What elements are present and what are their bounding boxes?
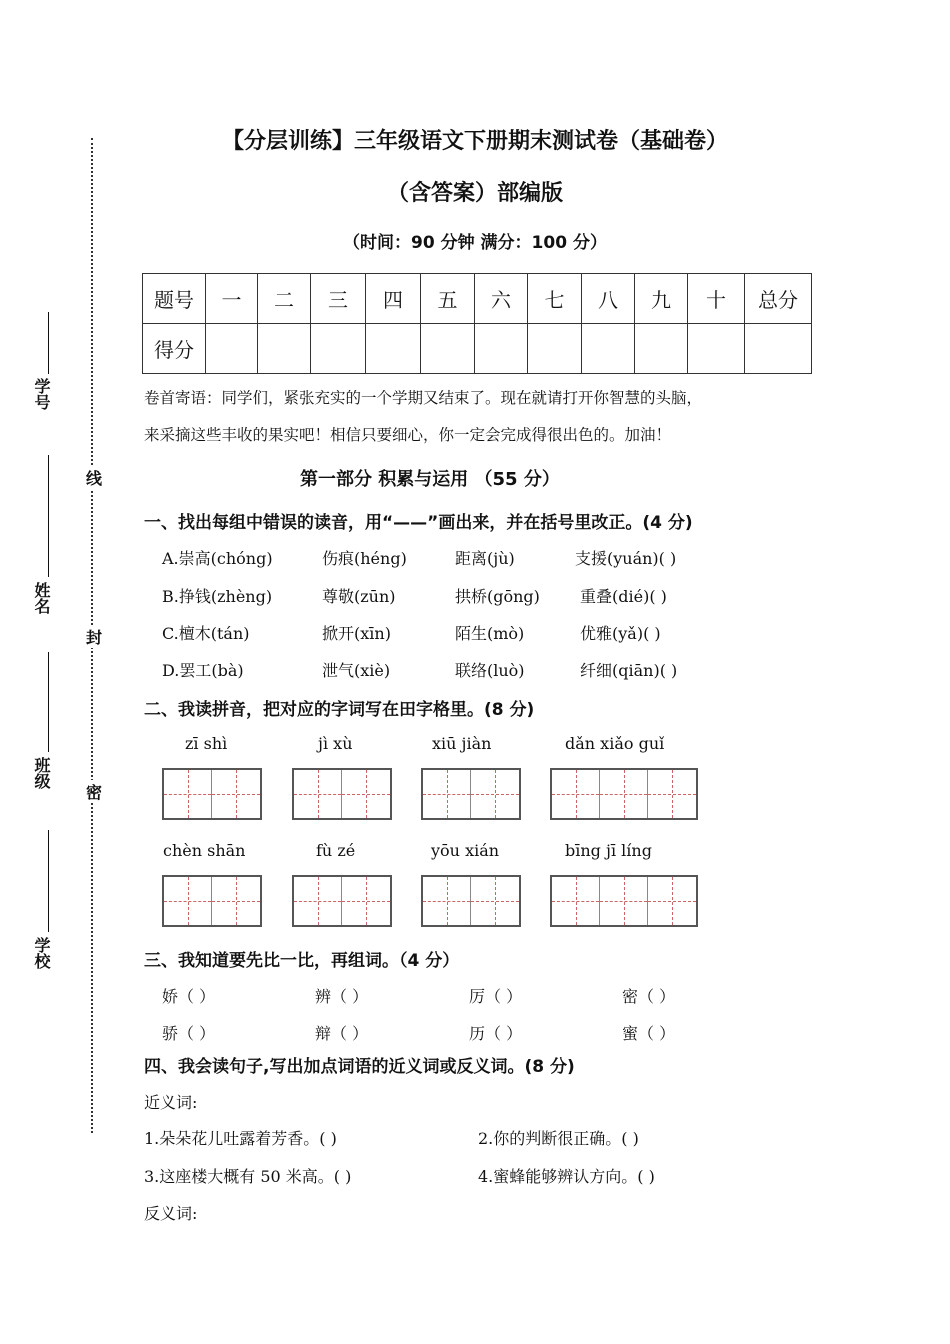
q1-b-2: 尊敬(zūn) [322, 587, 396, 606]
q3-item-4: 密（ ） [622, 987, 676, 1006]
side-label-xuexiao: 学校 [32, 937, 51, 969]
table-cell: 十 [688, 274, 745, 324]
q3-item-7: 历（ ） [469, 1024, 523, 1043]
q4-sentence-4: 4.蜜蜂能够辨认方向。( ) [478, 1167, 655, 1186]
page-subtitle: （含答案）部编版 [386, 181, 563, 206]
score-input-cell[interactable] [635, 324, 688, 374]
q3-item-5: 骄（ ） [162, 1024, 216, 1043]
score-input-cell[interactable] [528, 324, 582, 374]
q4-sentence-2: 2.你的判断很正确。( ) [478, 1129, 639, 1148]
page-title: 【分层训练】三年级语文下册期末测试卷（基础卷） [221, 129, 728, 154]
score-input-cell[interactable] [258, 324, 311, 374]
score-input-cell[interactable] [582, 324, 635, 374]
score-input-cell[interactable] [421, 324, 475, 374]
q4-sentence-1: 1.朵朵花儿吐露着芳香。( ) [144, 1129, 337, 1148]
tianzige-6[interactable] [292, 875, 392, 927]
table-cell: 二 [258, 274, 311, 324]
q1-b-3: 拱桥(gōng) [455, 587, 540, 606]
table-cell: 七 [528, 274, 582, 324]
q2-pinyin-2: jì xù [318, 734, 353, 753]
table-cell: 六 [475, 274, 528, 324]
q1-c-2: 掀开(xīn) [322, 624, 391, 643]
q3-item-1: 娇（ ） [162, 987, 216, 1006]
q1-d-1: D.罢工(bà) [162, 661, 244, 680]
intro-line-2: 来采摘这些丰收的果实吧！相信只要细心，你一定会完成得很出色的。加油！ [144, 426, 672, 444]
xuehao-blank[interactable] [48, 312, 49, 374]
q4-antonym-label: 反义词: [144, 1204, 198, 1223]
score-input-cell[interactable] [745, 324, 812, 374]
table-cell: 三 [311, 274, 366, 324]
side-label-xuehao: 学号 [32, 378, 51, 410]
q3-item-3: 厉（ ） [469, 987, 523, 1006]
table-cell: 五 [421, 274, 475, 324]
tianzige-5[interactable] [162, 875, 262, 927]
q3-item-6: 辩（ ） [315, 1024, 369, 1043]
q2-pinyin-7: yōu xián [431, 841, 500, 860]
table-cell: 一 [206, 274, 258, 324]
q1-d-2: 泄气(xiè) [322, 661, 391, 680]
xingming-blank[interactable] [48, 455, 49, 577]
table-cell: 总分 [745, 274, 812, 324]
q1-a-2: 伤痕(héng) [322, 549, 407, 568]
score-table-score-row [143, 324, 812, 374]
tianzige-7[interactable] [421, 875, 521, 927]
intro-line-1: 卷首寄语：同学们，紧张充实的一个学期又结束了。现在就请打开你智慧的头脑， [144, 389, 703, 407]
q4-sentence-3: 3.这座楼大概有 50 米高。( ) [144, 1167, 352, 1186]
tianzige-4[interactable] [550, 768, 698, 820]
table-cell: 九 [635, 274, 688, 324]
side-mark-mi: 密 [86, 780, 102, 803]
side-label-banji: 班级 [32, 757, 51, 789]
q3-title: 三、我知道要先比一比，再组词。（4 分） [144, 951, 460, 971]
q1-a-1: A.崇高(chóng) [162, 549, 273, 568]
q1-title: 一、找出每组中错误的读音，用“——”画出来，并在括号里改正。(4 分) [144, 513, 693, 533]
q1-c-3: 陌生(mò) [455, 624, 525, 643]
q4-title: 四、我会读句子,写出加点词语的近义词或反义词。(8 分) [144, 1057, 575, 1077]
xuexiao-blank[interactable] [48, 830, 49, 932]
score-table [142, 273, 812, 374]
side-mark-xian: 线 [86, 466, 102, 489]
table-cell: 八 [582, 274, 635, 324]
q1-c-4: 优雅(yǎ)( ) [580, 624, 661, 643]
q2-pinyin-3: xiū jiàn [432, 734, 492, 753]
q1-b-4: 重叠(dié)( ) [580, 587, 667, 606]
q3-item-8: 蜜（ ） [622, 1024, 676, 1043]
q1-c-1: C.檀木(tán) [162, 624, 250, 643]
exam-meta: （时间：90 分钟 满分：100 分） [343, 233, 607, 253]
table-cell: 题号 [143, 274, 206, 324]
score-input-cell[interactable] [475, 324, 528, 374]
score-input-cell[interactable] [311, 324, 366, 374]
q1-a-3: 距离(jù) [455, 549, 515, 568]
score-input-cell[interactable] [688, 324, 745, 374]
part1-title: 第一部分 积累与运用 （55 分） [300, 469, 560, 490]
tianzige-3[interactable] [421, 768, 521, 820]
table-cell: 四 [366, 274, 421, 324]
score-input-cell[interactable] [206, 324, 258, 374]
banji-blank[interactable] [48, 652, 49, 752]
q2-pinyin-1: zī shì [185, 734, 228, 753]
q2-title: 二、我读拼音，把对应的字词写在田字格里。(8 分) [144, 700, 535, 720]
q2-pinyin-4: dǎn xiǎo guǐ [565, 734, 665, 753]
q2-pinyin-5: chèn shān [163, 841, 246, 860]
q4-synonym-label: 近义词: [144, 1093, 198, 1112]
score-table-header-row [143, 274, 812, 324]
table-cell: 得分 [143, 324, 206, 374]
side-mark-feng: 封 [86, 625, 102, 648]
tianzige-1[interactable] [162, 768, 262, 820]
q1-d-4: 纤细(qiān)( ) [580, 661, 678, 680]
tianzige-8[interactable] [550, 875, 698, 927]
q3-item-2: 辨（ ） [315, 987, 369, 1006]
score-input-cell[interactable] [366, 324, 421, 374]
q1-b-1: B.挣钱(zhèng) [162, 587, 273, 606]
q1-a-4: 支援(yuán)( ) [575, 549, 677, 568]
q2-pinyin-8: bīng jī líng [565, 841, 652, 860]
q2-pinyin-6: fù zé [316, 841, 356, 860]
side-label-xingming: 姓名 [32, 582, 51, 614]
q1-d-3: 联络(luò) [455, 661, 525, 680]
tianzige-2[interactable] [292, 768, 392, 820]
